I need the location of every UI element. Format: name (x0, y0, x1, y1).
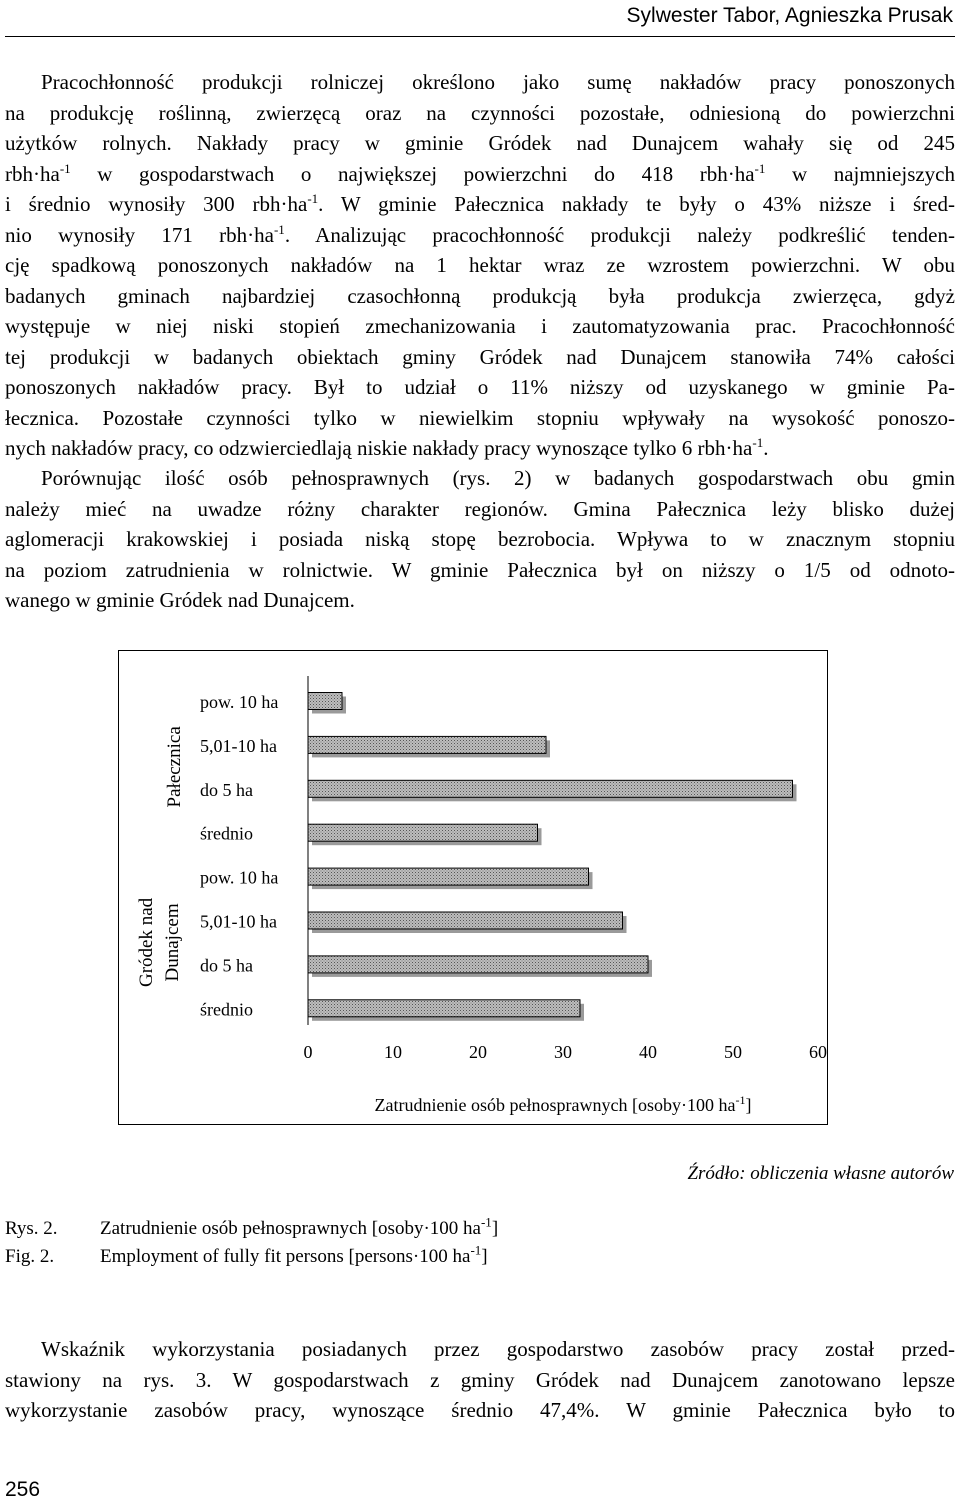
group-label-palecznica: Pałecznica (164, 726, 185, 808)
x-tick-label: 30 (554, 1042, 572, 1062)
category-label: do 5 ha (200, 779, 253, 800)
bar (308, 868, 589, 885)
header-authors: Sylwester Tabor, Agnieszka Prusak (626, 4, 953, 27)
category-label: do 5 ha (200, 955, 253, 976)
group-label-grodek-line1: Gródek nad (136, 897, 157, 988)
text-line: należy mieć na uwadze różny charakter regionów. Gmina Pałecznica leży blisko dużej (5, 496, 955, 521)
text-line: aglomeracji krakowskiej i posiada niską stopę bezrobocia. Wpływa to w znacznym stopniu (5, 527, 955, 551)
bar (308, 912, 623, 929)
text-line: na produkcję roślinną, zwierzęcą oraz na czynności pozostałe, odniesioną do powierzchni (5, 100, 955, 125)
text-line: nych nakładów pracy, co odzwierciedlają niskie nakłady pracy wynoszące tylko 6 $rbh\cdot ha^{-1}$. (5, 435, 769, 460)
category-label: średnio (200, 999, 253, 1020)
text-line: na poziom zatrudnienia w rolnictwie. W gminie Pałecznica był on niższy o 1/5 od odnoto- (5, 557, 955, 582)
text-line: tej produkcji w badanych obiektach gminy Gródek nad Dunajcem stanowiła 74% całości (5, 344, 955, 369)
x-tick-label: 0 (303, 1042, 313, 1062)
category-label: średnio (200, 823, 253, 844)
text-line: $rbh\cdot ha^{-1}$ w gospodarstwach o największej powierzchni do 418 $rbh\cdot ha^{-1}$ w najmniejszych (5, 160, 956, 186)
page-header (0, 0, 960, 44)
category-label: pow. 10 ha (200, 867, 279, 888)
x-tick-label: 60 (809, 1042, 827, 1062)
text-line: Porównując ilość osób pełnosprawnych (rys. 2) w badanych gospodarstwach obu gmin (41, 466, 955, 490)
paragraph-labor-utilization (5, 1334, 955, 1426)
text-line: Pracochłonność produkcji rolniczej określono jako sumę nakładów pracy ponoszonych (41, 70, 955, 94)
caption-pl-label: Rys. 2. (5, 1218, 58, 1239)
caption-en-text: Employment of fully fit persons [persons·100 $ha^{-1}$] (100, 1242, 488, 1267)
caption-en-label: Fig. 2. (5, 1246, 55, 1267)
bar (308, 693, 342, 710)
text-line: i średnio wynosiły 300 $rbh\cdot ha^{-1}$. W gminie Pałecznica nakłady te były o 43% niższe i śred- (5, 191, 955, 216)
caption-pl (5, 1214, 499, 1240)
caption-en (5, 1242, 488, 1268)
text-line: wanego w gminie Gródek nad Dunajcem. (5, 588, 355, 612)
text-line: Wskaźnik wykorzystania posiadanych przez gospodarstwo zasobów pracy został przed- (41, 1337, 955, 1361)
x-tick-label: 10 (384, 1042, 402, 1062)
category-label: 5,01-10 ha (200, 911, 277, 932)
employment-bar-chart (118, 650, 828, 1125)
bar (308, 956, 648, 973)
caption-pl-text: Zatrudnienie osób pełnosprawnych [osoby·100 $ha^{-1}$] (100, 1214, 499, 1239)
text-line: cję spadkową ponoszonych nakładów na 1 hektar wraz ze wzrostem powierzchni. W obu (5, 253, 955, 277)
paragraph-labor-intensity (5, 67, 955, 464)
text-line: występuje w niej niski stopień zmechanizowania i zautomatyzowania prac. Pracochłonność (5, 314, 955, 338)
bar (308, 1000, 580, 1017)
x-tick-label: 50 (724, 1042, 742, 1062)
chart-source: Źródło: obliczenia własne autorów (687, 1163, 954, 1184)
text-line: nio wynosiły 171 $rbh\cdot ha^{-1}$. Analizując pracochłonność produkcji należy podkreślić tenden- (5, 221, 955, 247)
text-line: łecznica. Pozostałe czynności tylko w niewielkim stopniu wpływały na wysokość ponoszo- (5, 405, 955, 430)
x-tick-label: 20 (469, 1042, 487, 1062)
bar (308, 824, 538, 841)
x-axis-label: Zatrudnienie osób pełnosprawnych [osoby·100 $ha^{-1}$] (374, 1093, 752, 1115)
group-label-grodek-line2: Dunajcem (162, 903, 183, 982)
paragraph-fully-fit-persons (5, 463, 955, 616)
text-line: wykorzystanie zasobów pracy, wynoszące średnio 47,4%. W gminie Pałecznica było to (5, 1398, 955, 1422)
text-line: badanych gminach najbardziej czasochłonną produkcją była produkcja zwierzęca, gdyż (5, 283, 955, 308)
text-line: ponoszonych nakładów pracy. Był to udział o 11% niższy od uzyskanego w gminie Pa- (5, 375, 955, 399)
bar (308, 780, 793, 797)
bar (308, 736, 546, 753)
page-number: 256 (5, 1478, 41, 1501)
text-line: użytków rolnych. Nakłady pracy w gminie Gródek nad Dunajcem wahały się od 245 (5, 131, 955, 155)
x-tick-label: 40 (639, 1042, 657, 1062)
category-label: pow. 10 ha (200, 692, 279, 712)
text-line: stawiony na rys. 3. W gospodarstwach z gminy Gródek nad Dunajcem zanotowano lepsze (5, 1367, 955, 1392)
header-rule (5, 36, 955, 37)
category-label: 5,01-10 ha (200, 735, 277, 756)
